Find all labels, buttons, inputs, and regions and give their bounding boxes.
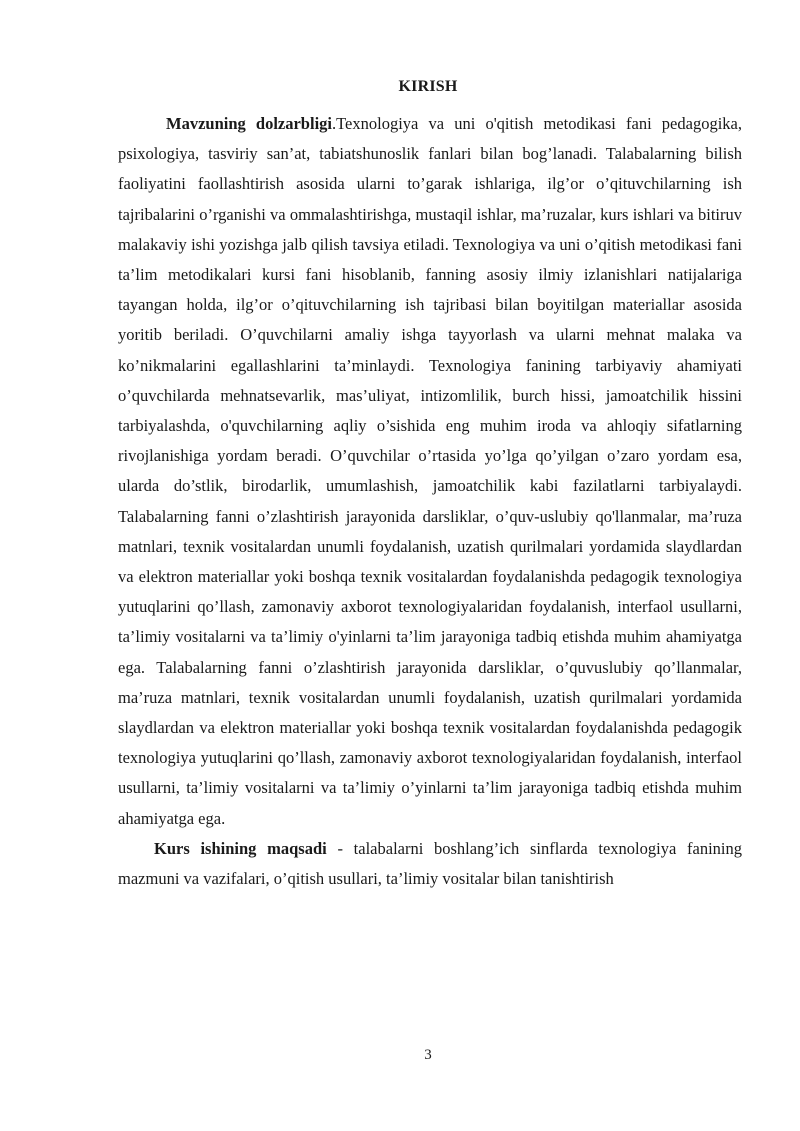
paragraph-text-relevance: .Texnologiya va uni o'qitish metodikasi fani pedagogika, psixologiya, tasviriy san’at, tabiatshunoslik fanlari bilan bog’lanadi. Talabalarning bilish faoliyatini faollashtirish asosida ularni to’garak ishlariga, ilg’or o’qituvchilarning ish tajribalarini o’rganishi va ommalashtirishga, mustaqil ishlar, ma’ruzalar, kurs ishlari va bitiruv malakaviy ishi yozishga jalb qilish tavsiya etiladi. Texnologiya va uni o’qitish metodikasi fani ta’lim metodikalari kursi fani hisoblanib, fanning asosiy ilmiy izlanishlari natijalariga tayangan holda, ilg’or o’qituvchilarning ish tajribasi bilan boyitilgan materiallar asosida yoritib beriladi. O’quvchilarni amaliy ishga tayyorlash va ularni mehnat malaka va ko’nikmalarini egallashlarini ta’minlaydi. Texnologiya fanining tarbiyaviy ahamiyati o’quvchilarda mehnatsevarlik, mas’uliyat, intizomlilik, burch hissi, jamoatchilik hissini tarbiyalashda, o'quvchilarning aqliy o’sishida eng muhim iroda va ahloqiy sifatlarning rivojlanishiga yordam beradi. O’quvchilar o’rtasida yo’lga qo’yilgan o’zaro yordam esa, ularda do’stlik, birodarlik, umumlashish, jamoatchilik kabi fazilatlarni tarbiyalaydi. Talabalarning fanni o’zlashtirish jarayonida darsliklar, o’quv-uslubiy qo'llanmalar, ma’ruza matnlari, texnik vositalardan unumli foydalanish, uzatish qurilmalari yordamida slaydlardan va elektron materiallar yoki boshqa texnik vositalardan foydalanishda pedagogik texnologiya yutuqlarini qo’llash, zamonaviy axborot texnologiyalaridan foydalanish, interfaol usullarni, ta’limiy vositalarni va ta’limiy o'yinlarni ta’lim jarayoniga tadbiq etishda muhim ahamiyatga ega. Talabalarning fanni o’zlashtirish jarayonida darsliklar, o’quvuslubiy qo’llanmalar, ma’ruza matnlari, texnik vositalardan unumli foydalanish, uzatish qurilmalari yordamida slaydlardan va elektron materiallar yoki boshqa texnik vositalardan foydalanishda pedagogik texnologiya yutuqlarini qo’llash, zamonaviy axborot texnologiyalaridan foydalanish, interfaol usullarni, ta’limiy vositalarni va ta’limiy o’yinlarni ta’lim jarayoniga tadbiq etishda muhim ahamiyatga ega. (118, 114, 742, 828)
document-title: KIRISH (398, 78, 458, 95)
paragraph-lead-goal: Kurs ishining maqsadi (154, 838, 327, 858)
paragraph-relevance (118, 109, 742, 834)
paragraph-lead-relevance: Mavzuning dolzarbligi (166, 114, 332, 133)
paragraph-text-goal: - talabalarni boshlang’ich sinflarda texnologiya fanining mazmuni va vazifalari, o’qitish usullari, ta’limiy vositalar bilan tanishtirish (118, 838, 743, 889)
paragraph-goal (118, 834, 742, 894)
page-number: 3 (424, 1047, 432, 1063)
document-body (118, 109, 742, 894)
